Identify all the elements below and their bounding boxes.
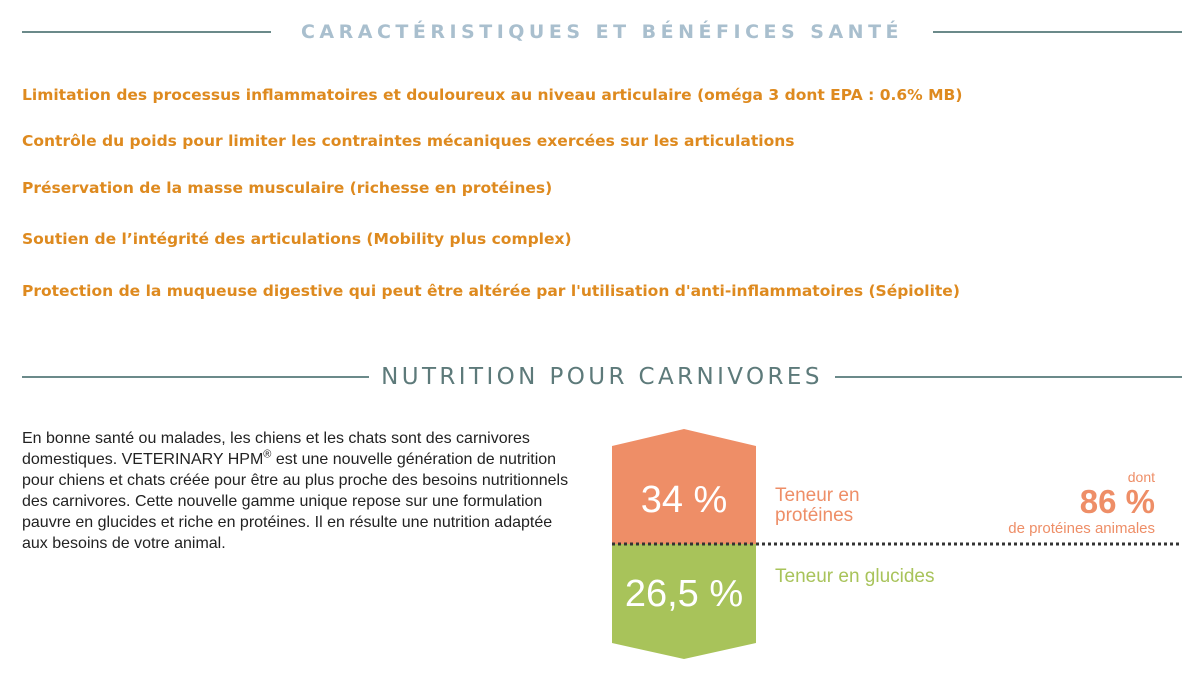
benefit-item: Préservation de la masse musculaire (richesse en protéines)	[22, 179, 553, 197]
benefit-item: Limitation des processus inflammatoires et douloureux au niveau articulaire (oméga 3 dont EPA : 0.6% MB)	[22, 86, 963, 104]
protein-label: Teneur en protéines	[775, 485, 860, 526]
intro-text-part: En bonne santé ou malades, les chiens et les chats sont des carnivores domestiques. VETERINARY HPM	[22, 430, 530, 468]
benefit-item: Soutien de l’intégrité des articulations (Mobility plus complex)	[22, 230, 572, 248]
registered-mark: ®	[263, 448, 272, 461]
intro-text-part: est une nouvelle génération de nutrition pour chiens et chats créée pour être au plus proche des besoins nutritionnels des carnivores. Cette nouvelle gamme unique repose sur une formulation pauvre en glucides et riche en protéines. Il en résulte une nutrition adaptée aux besoins de votre animal.	[22, 451, 569, 552]
health-benefits-title: CARACTÉRISTIQUES ET BÉNÉFICES SANTÉ	[300, 21, 904, 43]
carbs-label: Teneur en glucides	[775, 566, 935, 587]
carnivore-nutrition-title: NUTRITION POUR CARNIVORES	[381, 364, 823, 390]
animal-protein-label: de protéines animales	[1008, 520, 1155, 537]
benefit-item: Protection de la muqueuse digestive qui peut être altérée par l'utilisation d'anti-inflammatoires (Sépiolite)	[22, 282, 960, 300]
animal-protein-prefix: dont	[1127, 469, 1155, 485]
carbs-value: 26,5 %	[624, 573, 744, 615]
animal-protein-value: 86 %	[1079, 483, 1155, 520]
benefit-item: Contrôle du poids pour limiter les contraintes mécaniques exercées sur les articulations	[22, 132, 795, 150]
protein-value: 34 %	[640, 479, 728, 521]
